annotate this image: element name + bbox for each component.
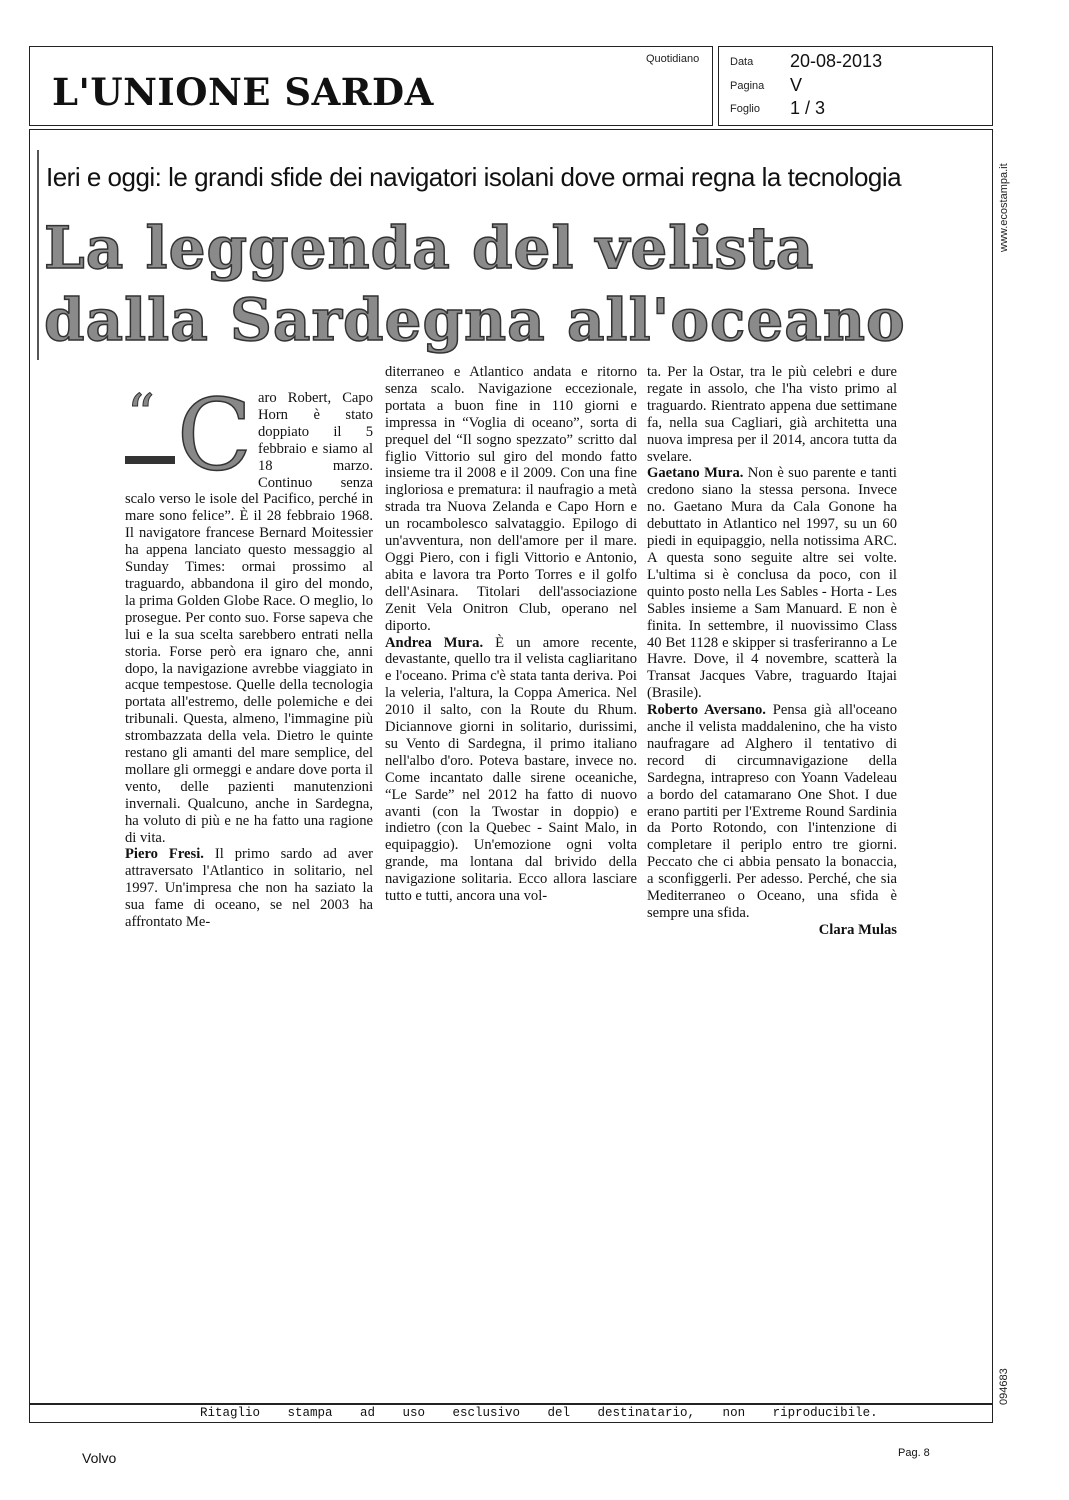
article-column-3: [647, 364, 897, 939]
article-kicker: Ieri e oggi: le grandi sfide dei navigatori isolani dove ormai regna la tecnologia: [46, 162, 902, 192]
footer-rule: [30, 1403, 992, 1405]
roberto-aversano-text: Pensa già all'oceano anche il velista maddalenino, che ha visto naufragare ad Alghero il tentativo di record di circumnavigazione della Sardegna, intrapreso con Yoann Vadeleau a bordo del catamarano One Shot. I due erano partiti per l'Extreme Round Sardinia da Porto Rotondo, con l'intenzione di completare il periplo entro tre giorni. Peccato che ci abbia pensato la bonaccia, a sconfiggerli. Per adesso. Perché, che sia Mediterraneo o Oceano, una sfida è sempre una sfida.: [647, 702, 897, 921]
gaetano-mura-text: Non è suo parente e tanti credono siano la stessa persona. Invece no. Gaetano Mura da Cala Gonone ha debuttato in Atlantico nel 1997, su un 60 piedi in equipaggio, nella notissima ARC. A questa sono seguite altre sei volte. L'ultima si è conclusa da poco, con il quinto posto nella Les Sables - Horta - Les Sables insieme a Sam Manuard. E non è finita. In settembre, il nuovissimo Class 40 Bet 1128 e skipper si trasferiranno a Le Havre. Dove, il 4 novembre, scatterà la Transat Jacques Vabre, traguardo Itajai (Brasile).: [647, 465, 897, 702]
opening-quote-mark: “: [127, 383, 155, 446]
foglio-label: Foglio: [730, 103, 760, 115]
col2-continuation: diterraneo e Atlantico andata e ritorno senza scalo. Navigazione eccezionale, portata a buon fine in 110 giorni e impressa in “Voglia di oceano”, sorta di prequel del “Il sogno spezzato” scritto dal figlio Vittorio sul giro del mondo fatto insieme tra il 2008 e il 2009. Con una fine ingloriosa e prematura: il naufragio a metà strada tra Nuova Zelanda e Capo Horn e un rocambolesco salvataggio. Epilogo di un'avventura, non dell'amore per il mare. Oggi Piero, con i figli Vittorio e Antonio, abita e lavora tra Porto Torres e il golfo dell'Asinara. Titolari dell'associazione Zenit Vela Onitron Club, operano nel diporto.: [385, 364, 637, 634]
lead-piero-fresi: Piero Fresi.: [125, 846, 204, 863]
piero-fresi-text: Il primo sardo ad aver attraversato l'Atlantico in solitario, nel 1997. Un'impresa che non ha saziato la sua fame di oceano, se nel 2003 ha affrontato Me-: [125, 846, 373, 931]
headline-line-2: dalla Sardegna all'oceano: [44, 286, 906, 354]
pagina-label: Pagina: [730, 80, 765, 92]
andrea-mura-text: È un amore recente, devastante, quello tra il velista cagliaritano e l'oceano. Prima c'è stata tanta deriva. Poi la veleria, l'altura, la Coppa America. Nel 2010 il salto, con la Route du Rhum. Diciannove giorni in solitario, durissimi, su Vento di Sardegna, il primo italiano nell'albo d'oro. Poteva bastare, invece no. Come incantato dalle sirene oceaniche, “Le Sarde” nel 2012 ha fatto di nuovo avanti (con la Twostar in doppio) e indietro (con la Quebec - Saint Malo, in equipaggio). Un'emozione ogni volta grande, ma lontana dal brivido della navigazione solitaria. Ecco allora lasciare tutto e tutti, ancora una vol-: [385, 634, 637, 905]
dropcap-ink-bar: [125, 456, 175, 464]
left-margin-rule: [37, 150, 39, 360]
lead-andrea-mura: Andrea Mura.: [385, 634, 484, 651]
frequency-label: Quotidiano: [646, 53, 700, 65]
headline-line-1: La leggenda del velista: [44, 214, 815, 282]
newspaper-masthead: L'UNIONE SARDA: [52, 70, 434, 114]
brand-label: Volvo: [82, 1450, 117, 1466]
lead-roberto-aversano: Roberto Aversano.: [647, 702, 766, 719]
copyright-notice: Ritaglio stampa ad uso esclusivo del destinatario, non riproducibile.: [200, 1406, 878, 1420]
data-label: Data: [730, 56, 754, 68]
lead-gaetano-mura: Gaetano Mura.: [647, 465, 744, 482]
article-column-1: [125, 379, 373, 931]
intro-paragraph: aro Robert, Capo Horn è stato doppiato il 5 febbraio e siamo al 18 marzo. Continuo senza scalo verso le isole del Pacifico, perché in mare sono felice”. È il 28 febbraio 1968. Il navigatore francese Bernard Moitessier ha appena lanciato questo messaggio al Sunday Times: ormai prossimo al traguardo, abbandona il giro del mondo, la prima Golden Globe Race. O meglio, lo prosegue. Per conto suo. Forse sapeva che lui e la sua scelta sarebbero entrati nella storia. Forse però era ignaro che, anni dopo, la navigazione avrebbe viaggiato in acque tempestose. Quelle della tecnologia portata all'estremo, delle polemiche e dei tribunali. Questa, almeno, l'immagine più strombazzata della vela. Dietro le quinte restano gli amanti del mare semplice, del mollare gli ormeggi e andare dove porta il vento, delle pazienti manutenzioni invernali. Qualcuno, anche in Sardegna, ha voluto di più e ne ha fatto una ragione di vita.: [125, 390, 373, 846]
website-vertical: www.ecostampa.it: [998, 163, 1010, 252]
article-column-2: [385, 364, 637, 905]
foglio-value: 1 / 3: [790, 98, 826, 118]
page-number: Pag. 8: [898, 1447, 930, 1459]
author-signature: Clara Mulas: [818, 921, 897, 938]
dropcap: [127, 379, 252, 493]
data-value: 20-08-2013: [790, 51, 883, 71]
code-vertical: 094683: [998, 1368, 1010, 1405]
col3-continuation: ta. Per la Ostar, tra le più celebri e dure regate in assolo, che l'ha visto primo al traguardo. Rientrato appena due settimane fa, nella sua Cagliari, già architetta una nuova impresa per il 2014, ancora tutta da svelare.: [647, 364, 897, 465]
pagina-value: V: [790, 75, 803, 95]
dropcap-letter: C: [177, 379, 252, 493]
